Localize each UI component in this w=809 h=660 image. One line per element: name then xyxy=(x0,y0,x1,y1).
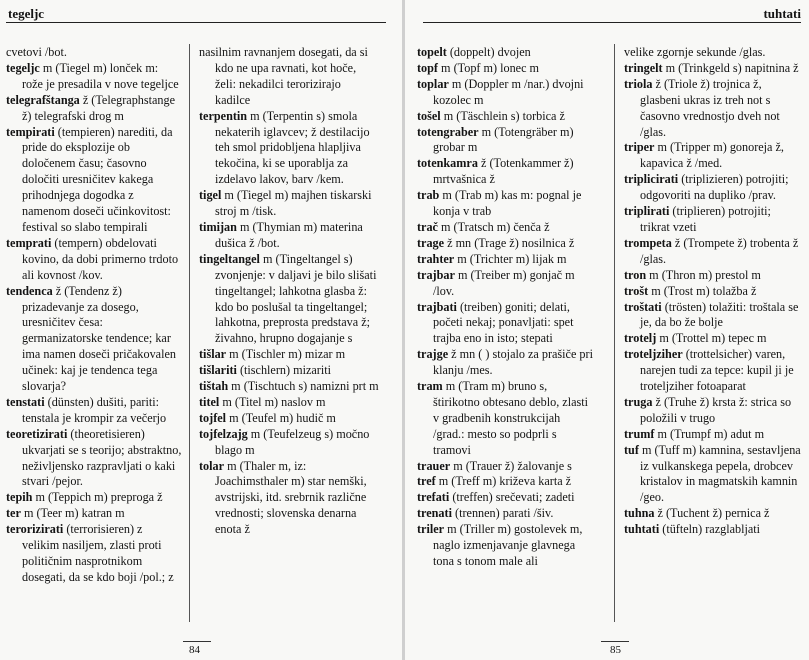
entry-headword: trač xyxy=(417,219,438,234)
dictionary-entry xyxy=(417,125,593,157)
entry-headword: tref xyxy=(417,474,436,489)
entry-headword: tolar xyxy=(199,458,225,473)
entry-definition: (tempieren) narediti, da pride do eksplozije ob določenem času; časovno določiti uresničitev kakega prihodnjega dogodka z namenom doseči učinkovitost: festival so slabo tempirali xyxy=(22,124,173,234)
header-rule xyxy=(423,22,801,23)
right-page xyxy=(405,0,809,660)
dictionary-entry xyxy=(199,347,379,363)
entry-headword: teoretizirati xyxy=(6,426,68,441)
entry-definition: ž (Trompete ž) trobenta ž /glas. xyxy=(640,235,799,266)
dictionary-entry xyxy=(624,45,802,61)
entry-definition: (theoretisieren) ukvarjati se s teorijo; abstraktno, neživljensko razpravljati o kaki stvari /pejor. xyxy=(22,426,182,489)
entry-headword: triper xyxy=(624,140,655,155)
dictionary-entry xyxy=(417,379,593,459)
dictionary-entry xyxy=(624,284,802,300)
dictionary-entry xyxy=(417,109,593,125)
dictionary-entry xyxy=(417,474,593,490)
entry-definition: (terrorisieren) z velikim nasiljem, zlasti proti političnim nasprotnikom dosegati, da se kdo boji /pol.; z xyxy=(22,522,174,584)
entry-headword: totenkamra xyxy=(417,156,478,171)
dictionary-entry xyxy=(417,156,593,188)
dictionary-entry xyxy=(417,77,593,109)
entry-definition: m (Tischler m) mizar m xyxy=(226,347,346,362)
dictionary-entry xyxy=(624,61,802,77)
entry-definition: ž (Triole ž) trojnica ž, glasbeni ukras iz treh not s časovno vrednostjo dveh not /glas. xyxy=(640,76,780,139)
dictionary-entry xyxy=(624,300,802,332)
entry-definition: (trösten) tolažiti: troštala se je, da bo že bolje xyxy=(640,299,799,330)
entry-definition: (dünsten) dušiti, pariti: tenstala je krompir za večerjo xyxy=(22,394,167,425)
entry-headword: trajbar xyxy=(417,267,455,282)
dictionary-entry xyxy=(417,347,593,379)
dictionary-entry xyxy=(417,300,593,348)
entry-definition: m (Thron m) prestol m xyxy=(646,267,761,282)
entry-definition: ž mn (Trage ž) nosilnica ž xyxy=(444,235,575,250)
entry-definition: m (Trost m) tolažba ž xyxy=(648,283,757,298)
column-divider xyxy=(189,44,190,622)
dictionary-entry xyxy=(6,125,182,236)
entry-definition: ž mn ( ) stojalo za prašiče pri klanju /mes. xyxy=(433,347,593,378)
dictionary-entry xyxy=(417,220,593,236)
folio-rule xyxy=(601,641,629,642)
entry-definition: (triplizieren) potrojiti; odgovoriti na dupliko /prav. xyxy=(640,172,789,203)
entry-headword: trajge xyxy=(417,347,449,362)
dictionary-entry xyxy=(417,268,593,300)
dictionary-entry xyxy=(199,411,379,427)
entry-definition: m (Trinkgeld s) napitnina ž xyxy=(662,60,799,75)
entry-headword: tuf xyxy=(624,442,639,457)
entry-headword: triler xyxy=(417,522,445,537)
dictionary-entry xyxy=(417,236,593,252)
entry-definition: m (Thaler m, iz: Joachimsthaler m) star nemški, avstrijski, itd. srebrnik različne vrednosti; slovenska denarna enota ž xyxy=(215,458,367,537)
entry-definition: m (Teer m) katran m xyxy=(20,506,125,521)
dictionary-entry xyxy=(624,443,802,507)
running-head: tuhtati xyxy=(763,6,801,21)
dictionary-entry xyxy=(199,427,379,459)
entry-definition: m (Trottel m) tepec m xyxy=(656,331,767,346)
left-page xyxy=(0,0,404,660)
entry-headword: tošel xyxy=(417,108,441,123)
entry-headword: tram xyxy=(417,379,443,394)
entry-headword: triplirati xyxy=(624,204,670,219)
entry-headword: trajbati xyxy=(417,299,457,314)
entry-definition: m (Teppich m) preproga ž xyxy=(32,490,163,505)
entry-definition: m (Trab m) kas m: pognal je konja v trab xyxy=(433,188,582,219)
entry-definition: m (Titel m) naslov m xyxy=(219,394,326,409)
dictionary-entry xyxy=(417,459,593,475)
dictionary-column xyxy=(199,45,379,538)
folio-rule xyxy=(183,641,211,642)
entry-headword: timijan xyxy=(199,219,237,234)
entry-headword: titel xyxy=(199,394,220,409)
entry-definition: ž (Truhe ž) krsta ž: strica so položili v trugo xyxy=(640,394,792,425)
dictionary-entry xyxy=(624,427,802,443)
dictionary-entry xyxy=(624,236,802,268)
entry-definition: (treiben) goniti; delati, početi nekaj; ponavljati: spet trajba eno in isto; stepati xyxy=(433,299,574,346)
entry-definition: m (Tripper m) gonoreja ž, kapavica ž /med. xyxy=(640,140,784,171)
entry-headword: tuhna xyxy=(624,506,655,521)
entry-headword: tendenca xyxy=(6,283,53,298)
entry-definition: (tischlern) mizariti xyxy=(236,363,332,378)
dictionary-entry xyxy=(199,395,379,411)
entry-headword: tišlariti xyxy=(199,363,237,378)
entry-definition: ž (Telegraphstange ž) telegrafski drog m xyxy=(22,92,176,123)
dictionary-entry xyxy=(417,45,593,61)
entry-headword: triplicirati xyxy=(624,172,679,187)
entry-definition: m (Thymian m) materina dušica ž /bot. xyxy=(215,219,363,250)
dictionary-entry xyxy=(624,140,802,172)
entry-definition: m (Tiegel m) lonček m: rože je presadila v nove tegeljce xyxy=(22,60,179,91)
entry-headword: tigel xyxy=(199,188,222,203)
entry-definition: m (Treiber m) gonjač m /lov. xyxy=(433,267,575,298)
entry-definition: ž (Tuchent ž) pernica ž xyxy=(654,506,770,521)
entry-definition: m (Trauer ž) žalovanje s xyxy=(450,458,572,473)
dictionary-entry xyxy=(417,506,593,522)
entry-headword: trahter xyxy=(417,251,455,266)
entry-headword: tištah xyxy=(199,379,229,394)
entry-headword: temprati xyxy=(6,235,52,250)
dictionary-entry xyxy=(199,188,379,220)
entry-headword: topelt xyxy=(417,45,447,59)
entry-definition: m (Topf m) lonec m xyxy=(438,60,540,75)
dictionary-entry xyxy=(624,522,802,538)
entry-definition: m (Teufel m) hudič m xyxy=(226,410,336,425)
entry-definition: m (Tratsch m) čenča ž xyxy=(437,219,550,234)
entry-definition: m (Tingeltangel s) zvonjenje: v daljavi je bilo slišati tingeltangel; lahkotna glasba ž: kdo bo poslušal ta tingeltangel; lahkotna, preprosta predstava ž; živahno, hrupno dogajanje s xyxy=(215,251,377,346)
dictionary-entry xyxy=(624,268,802,284)
entry-headword: tron xyxy=(624,267,647,282)
entry-definition: (tempern) obdelovati kovino, da dobi primerno trdoto ali kovnost /kov. xyxy=(22,235,179,282)
entry-headword: totengraber xyxy=(417,124,479,139)
dictionary-entry xyxy=(6,427,182,491)
entry-definition: m (Trichter m) lijak m xyxy=(454,251,567,266)
entry-headword: trefati xyxy=(417,490,450,505)
entry-definition: m (Trumpf m) adut m xyxy=(654,426,765,441)
entry-definition: m (Tischtuch s) namizni prt m xyxy=(228,379,379,394)
entry-headword: truga xyxy=(624,394,653,409)
dictionary-entry xyxy=(6,506,182,522)
page-number: 84 xyxy=(189,644,200,656)
dictionary-column xyxy=(6,45,182,586)
entry-headword: trenati xyxy=(417,506,452,521)
column-divider xyxy=(614,44,615,622)
entry-definition: ž (Totenkammer ž) mrtvašnica ž xyxy=(433,156,574,187)
entry-headword: topf xyxy=(417,60,438,75)
entry-headword: tenstati xyxy=(6,394,45,409)
dictionary-entry xyxy=(6,61,182,93)
entry-definition: (doppelt) dvojen xyxy=(446,45,531,59)
dictionary-entry xyxy=(6,93,182,125)
entry-headword: troštati xyxy=(624,299,662,314)
entry-definition: m (Tram m) bruno s, štirikotno obtesano deblo, zlasti v gradbenih konstrukcijah /grad.: mesto so podprli s tramovi xyxy=(433,379,589,457)
entry-definition: m (Triller m) gostolevek m, naglo izmenjavanje glavnega tona s tonom male ali xyxy=(433,522,583,568)
entry-definition: (trottelsicher) varen, narejen tudi za tepce: kupil ji je troteljziher fotoaparat xyxy=(640,347,794,394)
dictionary-entry xyxy=(6,284,182,395)
entry-headword: trauer xyxy=(417,458,451,473)
entry-definition: m (Tiegel m) majhen tiskarski stroj m /tisk. xyxy=(215,188,372,219)
entry-headword: terorizirati xyxy=(6,522,64,537)
entry-definition: cvetovi /bot. xyxy=(6,45,67,59)
entry-definition: m (Terpentin s) smola nekaterih iglavcev; ž destilacijo teh smol pridobljena hlapljiva tekočina, ki se uporablja za izdelavo lakov, barv /kem. xyxy=(215,108,370,187)
dictionary-entry xyxy=(417,490,593,506)
dictionary-entry xyxy=(199,252,379,347)
dictionary-entry xyxy=(624,204,802,236)
dictionary-entry xyxy=(6,522,182,586)
dictionary-entry xyxy=(199,459,379,539)
entry-headword: tišlar xyxy=(199,347,227,362)
dictionary-entry xyxy=(6,490,182,506)
entry-definition: nasilnim ravnanjem dosegati, da si kdo ne upa ravnati, kot hoče, želi: nekadilci terorizirajo kadilce xyxy=(199,45,368,107)
dictionary-entry xyxy=(199,363,379,379)
dictionary-entry xyxy=(417,522,593,570)
dictionary-entry xyxy=(417,61,593,77)
entry-headword: trumf xyxy=(624,426,655,441)
entry-headword: toplar xyxy=(417,76,449,91)
dictionary-column xyxy=(624,45,802,538)
dictionary-entry xyxy=(417,188,593,220)
entry-definition: (tüfteln) razglabljati xyxy=(659,522,761,537)
dictionary-entry xyxy=(199,220,379,252)
dictionary-entry xyxy=(624,347,802,395)
dictionary-entry xyxy=(199,45,379,109)
entry-definition: (triplieren) potrojiti; trikrat vzeti xyxy=(640,204,771,234)
entry-headword: trage xyxy=(417,235,445,250)
entry-headword: tingeltangel xyxy=(199,251,260,266)
dictionary-entry xyxy=(417,252,593,268)
entry-headword: tepih xyxy=(6,490,33,505)
header-rule xyxy=(6,22,386,23)
entry-headword: terpentin xyxy=(199,108,248,123)
entry-headword: triola xyxy=(624,76,653,91)
entry-definition: ž (Tendenz ž) prizadevanje za dosego, uresničitev česa: germanizatorske tendence; kar ima namen doseči pričakovalen učinek: kaj je tendenca tega slovarja? xyxy=(22,283,176,394)
dictionary-entry xyxy=(199,379,379,395)
dictionary-entry xyxy=(624,77,802,141)
entry-headword: tegeljc xyxy=(6,60,40,75)
dictionary-entry xyxy=(624,506,802,522)
running-head: tegeljc xyxy=(8,6,45,21)
entry-definition: m (Treff m) križeva karta ž xyxy=(435,474,572,489)
entry-definition: m (Doppler m /nar.) dvojni kozolec m xyxy=(433,76,584,107)
dictionary-entry xyxy=(6,395,182,427)
entry-headword: troteljziher xyxy=(624,347,683,362)
entry-definition: (treffen) srečevati; zadeti xyxy=(449,490,575,505)
dictionary-column xyxy=(417,45,593,570)
entry-headword: tojfelzajg xyxy=(199,426,248,441)
dictionary-entry xyxy=(6,236,182,284)
entry-headword: trab xyxy=(417,188,440,203)
entry-definition: m (Teufelzeug s) močno blago m xyxy=(215,426,370,457)
entry-headword: trotelj xyxy=(624,331,657,346)
dictionary-entry xyxy=(6,45,182,61)
entry-definition: velike zgornje sekunde /glas. xyxy=(624,45,766,59)
entry-headword: tojfel xyxy=(199,410,227,425)
entry-headword: trošt xyxy=(624,283,649,298)
dictionary-entry xyxy=(624,172,802,204)
dictionary-entry xyxy=(199,109,379,189)
entry-definition: m (Totengräber m) grobar m xyxy=(433,124,574,155)
dictionary-entry xyxy=(624,395,802,427)
entry-headword: tringelt xyxy=(624,60,663,75)
entry-definition: (trennen) parati /šiv. xyxy=(451,506,554,521)
entry-headword: trompeta xyxy=(624,235,672,250)
page-number: 85 xyxy=(610,644,621,656)
entry-headword: telegrafštanga xyxy=(6,92,80,107)
dictionary-entry xyxy=(624,331,802,347)
entry-definition: m (Täschlein s) torbica ž xyxy=(440,108,565,123)
entry-headword: tempirati xyxy=(6,124,55,139)
entry-headword: tuhtati xyxy=(624,522,660,537)
entry-definition: m (Tuff m) kamnina, sestavljena iz vulkanskega pepela, drobcev kristalov in magmatskih kamnin /geo. xyxy=(638,442,801,505)
entry-headword: ter xyxy=(6,506,21,521)
